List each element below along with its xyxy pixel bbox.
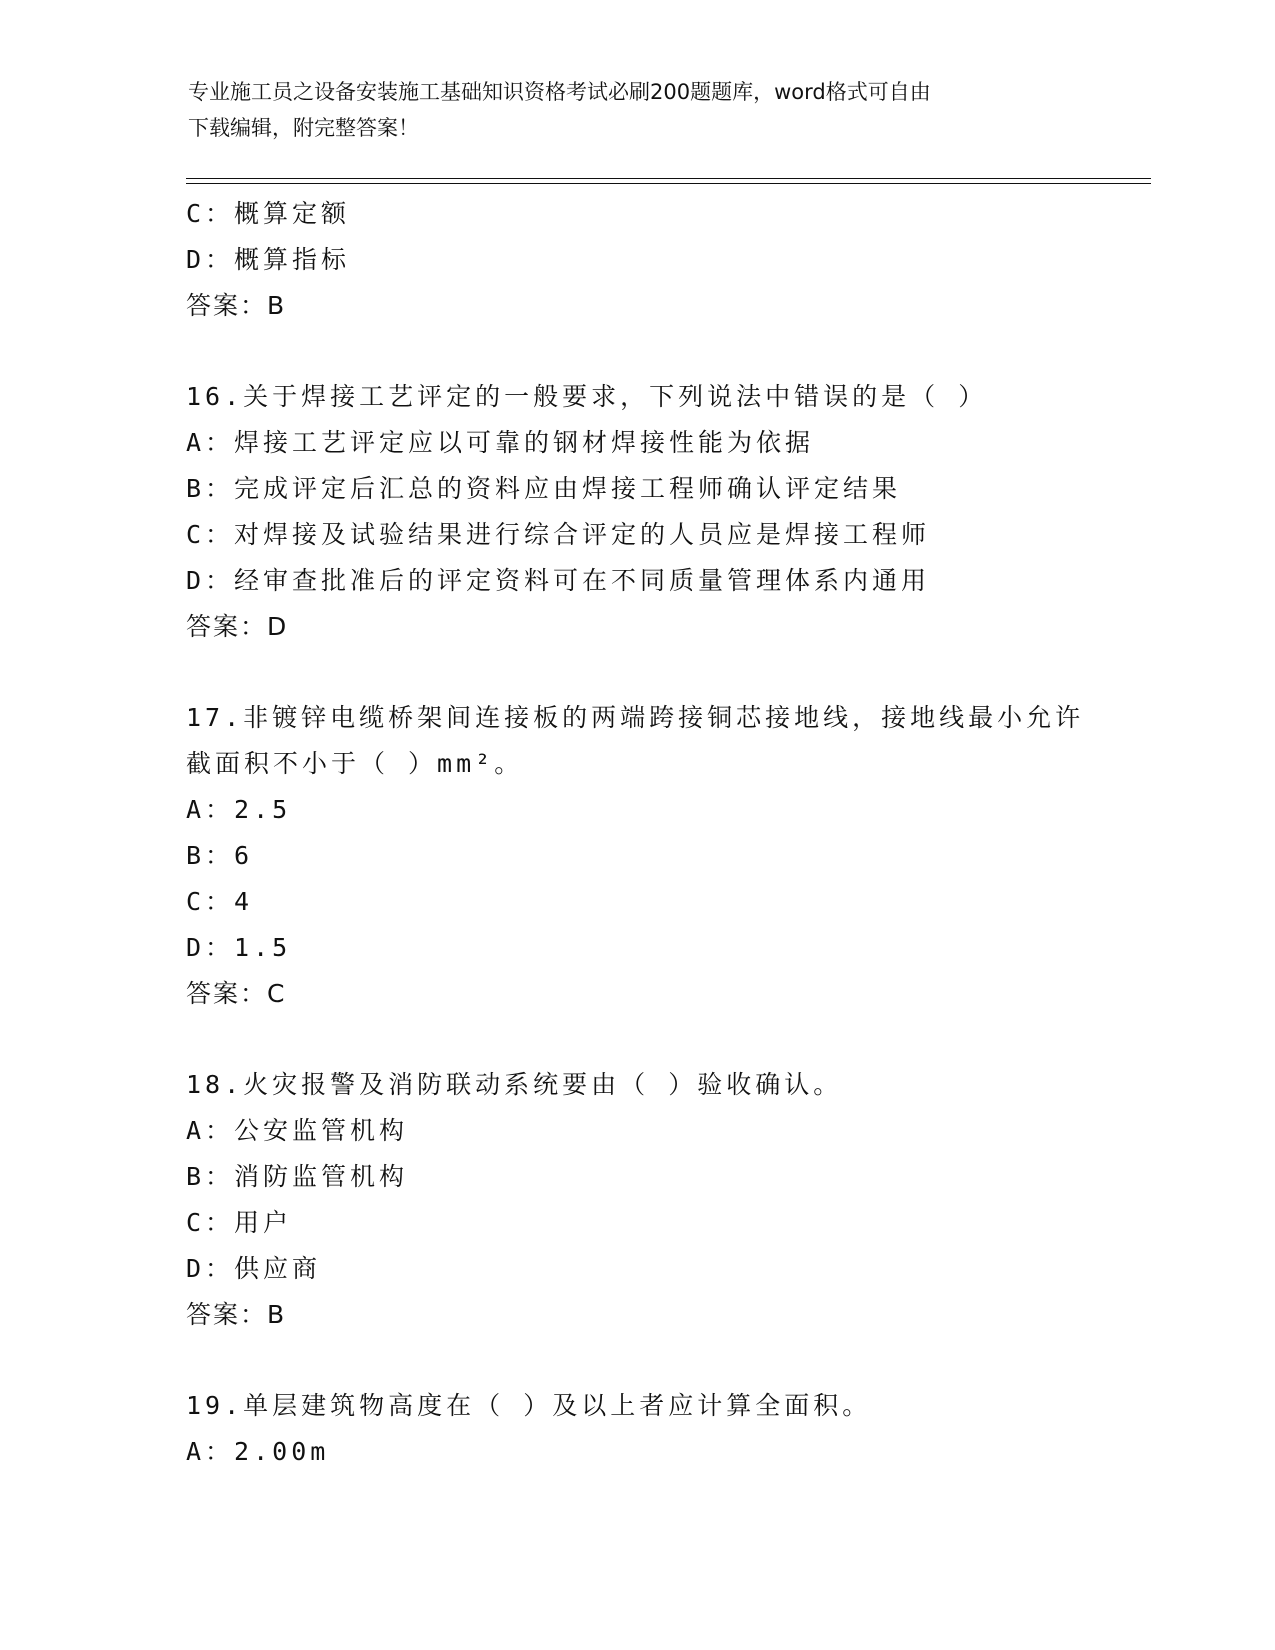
- question-list: [186, 191, 1136, 1475]
- option-d: D：经审查批准后的评定资料可在不同质量管理体系内通用: [186, 566, 931, 595]
- answer-line: 答案：B: [186, 1300, 287, 1329]
- option-d: D：1.5: [186, 933, 292, 962]
- answer-line: 答案：B: [186, 291, 287, 320]
- option-b: B：完成评定后汇总的资料应由焊接工程师确认评定结果: [186, 474, 902, 503]
- question-gap: [186, 650, 1136, 695]
- question-18: 18.火灾报警及消防联动系统要由（ ）验收确认。: [186, 1070, 843, 1099]
- option-c: C：用户: [186, 1208, 293, 1237]
- answer-line: 答案：C: [186, 979, 287, 1008]
- option-b: B：6: [186, 841, 254, 870]
- option-c: C：4: [186, 887, 254, 916]
- question-17: 17.非镀锌电缆桥架间连接板的两端跨接铜芯接地线，接地线最小允许: [186, 703, 1085, 732]
- question-gap: [186, 1017, 1136, 1062]
- question-19: 19.单层建筑物高度在（ ）及以上者应计算全面积。: [186, 1391, 872, 1420]
- question-gap: [186, 1338, 1136, 1383]
- header-divider-top: [186, 178, 1151, 179]
- question-16: 16.关于焊接工艺评定的一般要求，下列说法中错误的是（ ）: [186, 382, 988, 411]
- document-header: [188, 74, 1088, 146]
- header-line-2: 下载编辑，附完整答案！: [188, 116, 419, 140]
- option-a: A：2.00m: [186, 1437, 330, 1466]
- answer-line: 答案：D: [186, 612, 289, 641]
- option-a: A：2.5: [186, 795, 292, 824]
- question-17-continued: 截面积不小于（ ）mm²。: [186, 749, 524, 778]
- option-a: A：公安监管机构: [186, 1116, 409, 1145]
- option-d: D：供应商: [186, 1254, 322, 1283]
- option-b: B：消防监管机构: [186, 1162, 409, 1191]
- option-a: A：焊接工艺评定应以可靠的钢材焊接性能为依据: [186, 428, 815, 457]
- header-line-1: 专业施工员之设备安装施工基础知识资格考试必刷200题题库，word格式可自由: [188, 80, 931, 104]
- option-c: C：概算定额: [186, 199, 351, 228]
- option-d: D：概算指标: [186, 245, 351, 274]
- option-c: C：对焊接及试验结果进行综合评定的人员应是焊接工程师: [186, 520, 931, 549]
- question-gap: [186, 329, 1136, 374]
- header-divider-bottom: [186, 183, 1151, 184]
